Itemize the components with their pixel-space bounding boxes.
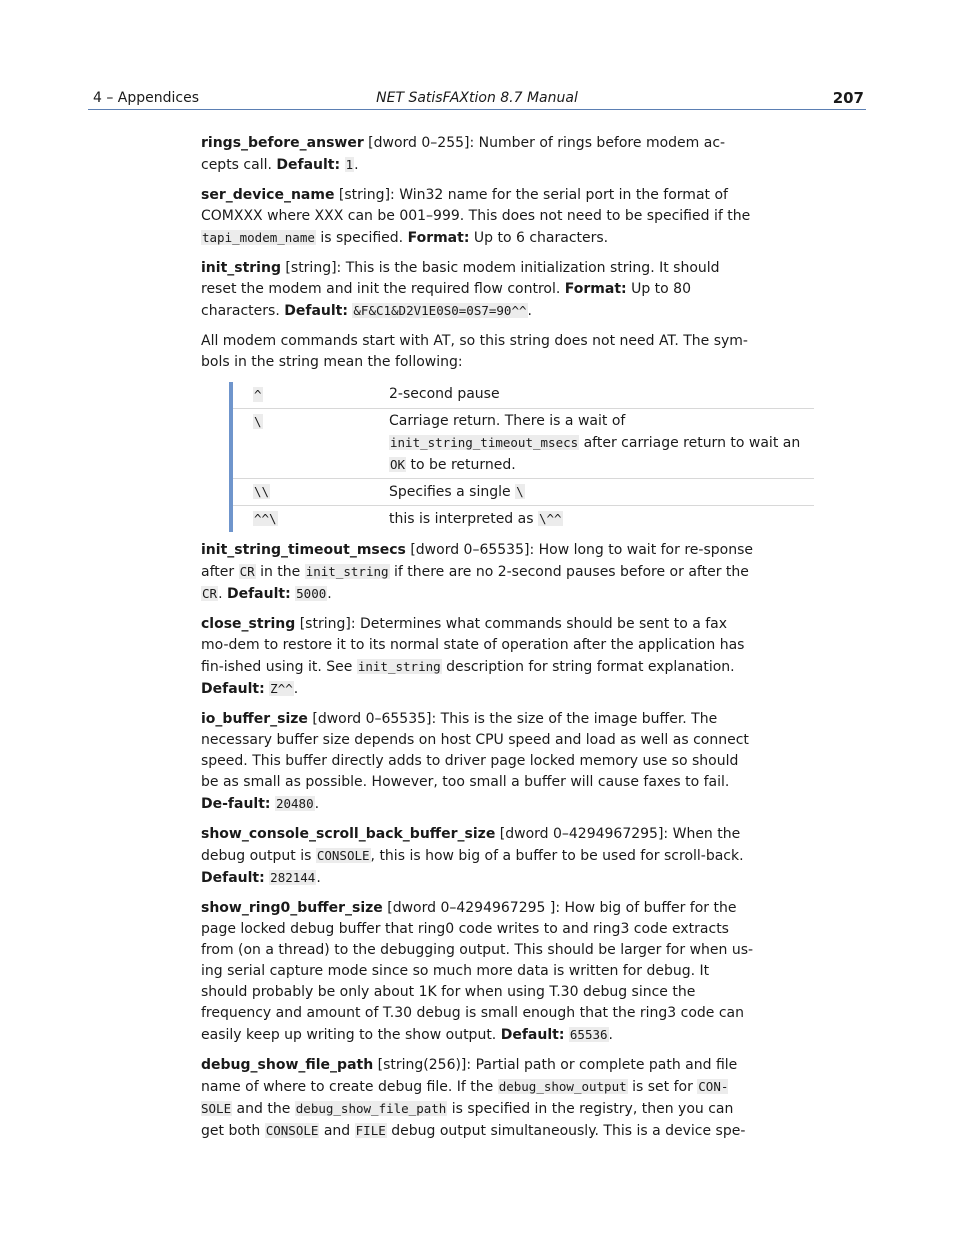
default-value: 1 — [345, 157, 354, 172]
symbol-row — [233, 479, 814, 506]
running-header — [88, 89, 866, 110]
entry-console-scroll-back-buffer: show_console_scroll_back_buffer_size [dword 0–4294967295]: When the debug output is CONSOLE, this is how big of a buffer to be used for scroll-back. Default: 282144. — [201, 826, 744, 886]
default-value: 20480 — [275, 796, 314, 811]
entry-name: ser_device_name — [201, 187, 335, 203]
symbol-description: Specifies a single \ — [389, 484, 524, 500]
default-value: Z^^ — [270, 681, 293, 696]
entry-name: show_console_scroll_back_buffer_size — [201, 826, 496, 842]
default-value: &F&C1&D2V1E0S0=0S7=90^^ — [353, 303, 527, 318]
entry-init-string: init_string [string]: This is the basic modem initialization string. It should reset the modem and init the required flow control. Format: Up to 80 characters. Default: &F&C1&D2V1E0S0=0S7=90^^. — [201, 260, 720, 319]
entry-name: rings_before_answer — [201, 135, 364, 151]
entry-name: debug_show_file_path — [201, 1057, 374, 1073]
symbol: \ — [254, 414, 262, 429]
page-body — [201, 133, 801, 1151]
page-number: 207 — [832, 89, 864, 107]
entry-init-string-timeout: init_string_timeout_msecs [dword 0–65535]: How long to wait for re-sponse after CR in the init_string if there are no 2-second pauses before or after the CR. Default: 5000. — [201, 542, 753, 602]
symbol-row — [233, 506, 814, 532]
symbol-row — [233, 382, 814, 409]
entry-ring0-buffer-size: show_ring0_buffer_size [dword 0–4294967295 ]: How big of buffer for the page locked debug buffer that ring0 code writes to and ring3 code extracts from (on a thread) to the debugging output. This should be larger for when us-ing serial capture mode since so much more data is written for debug. It should probably be only about 1K for when using T.30 debug since the frequency and amount of T.30 debug is small enough that the ring3 code can easily keep up writing to the show output. Default: 65536. — [201, 900, 754, 1043]
default-value: 5000 — [296, 586, 327, 601]
modem-commands-paragraph: All modem commands start with AT, so this string does not need AT. The sym-bols in the string mean the following: — [201, 333, 748, 370]
symbol-description: 2-second pause — [389, 386, 500, 402]
entry-debug-show-file-path: debug_show_file_path [string(256)]: Partial path or complete path and file name of where to create debug file. If the debug_show_output is set for CON-SOLE and the debug_show_file_path is specified in the registry, then you can get both CONSOLE and FILE debug output simultaneously. This is a device spe- — [201, 1057, 746, 1139]
symbol-description: this is interpreted as \^^ — [389, 511, 562, 527]
entry-name: init_string_timeout_msecs — [201, 542, 406, 558]
entry-rings-before-answer: rings_before_answer [dword 0–255]: Number of rings before modem ac-cepts call. Default: 1. — [201, 135, 726, 173]
symbol: ^^\ — [254, 511, 277, 526]
symbol-row — [233, 409, 814, 479]
document-title: NET SatisFAXtion 8.7 Manual — [376, 90, 578, 106]
symbol: ^ — [254, 387, 262, 402]
default-value: 282144 — [270, 870, 316, 885]
symbol-description: Carriage return. There is a wait of init_string_timeout_msecs after carriage return to wait an OK to be returned. — [389, 413, 801, 473]
entry-close-string: close_string [string]: Determines what commands should be sent to a fax mo-dem to restore it to its normal state of operation after the application has fin-ished using it. See init_string description for string format explanation. Default: Z^^. — [201, 616, 745, 697]
entry-io-buffer-size: io_buffer_size [dword 0–65535]: This is the size of the image buffer. The necessary buffer size depends on host CPU speed and load as well as connect speed. This buffer directly adds to driver page locked memory use so should be as small as possible. However, too small a buffer will cause faxes to fail. De-fault: 20480. — [201, 711, 749, 812]
symbol-table — [229, 382, 814, 532]
chapter-label: 4 – Appendices — [93, 90, 200, 106]
entry-name: init_string — [201, 260, 281, 276]
entry-name: io_buffer_size — [201, 711, 308, 727]
entry-ser-device-name: ser_device_name [string]: Win32 name for the serial port in the format of COMXXX where XXX can be 001–999. This does not need to be specified if the tapi_modem_name is specified. Format: Up to 6 characters. — [201, 187, 751, 246]
entry-name: close_string — [201, 616, 296, 632]
entry-name: show_ring0_buffer_size — [201, 900, 383, 916]
symbol: \\ — [254, 484, 270, 499]
default-value: 65536 — [569, 1027, 608, 1042]
